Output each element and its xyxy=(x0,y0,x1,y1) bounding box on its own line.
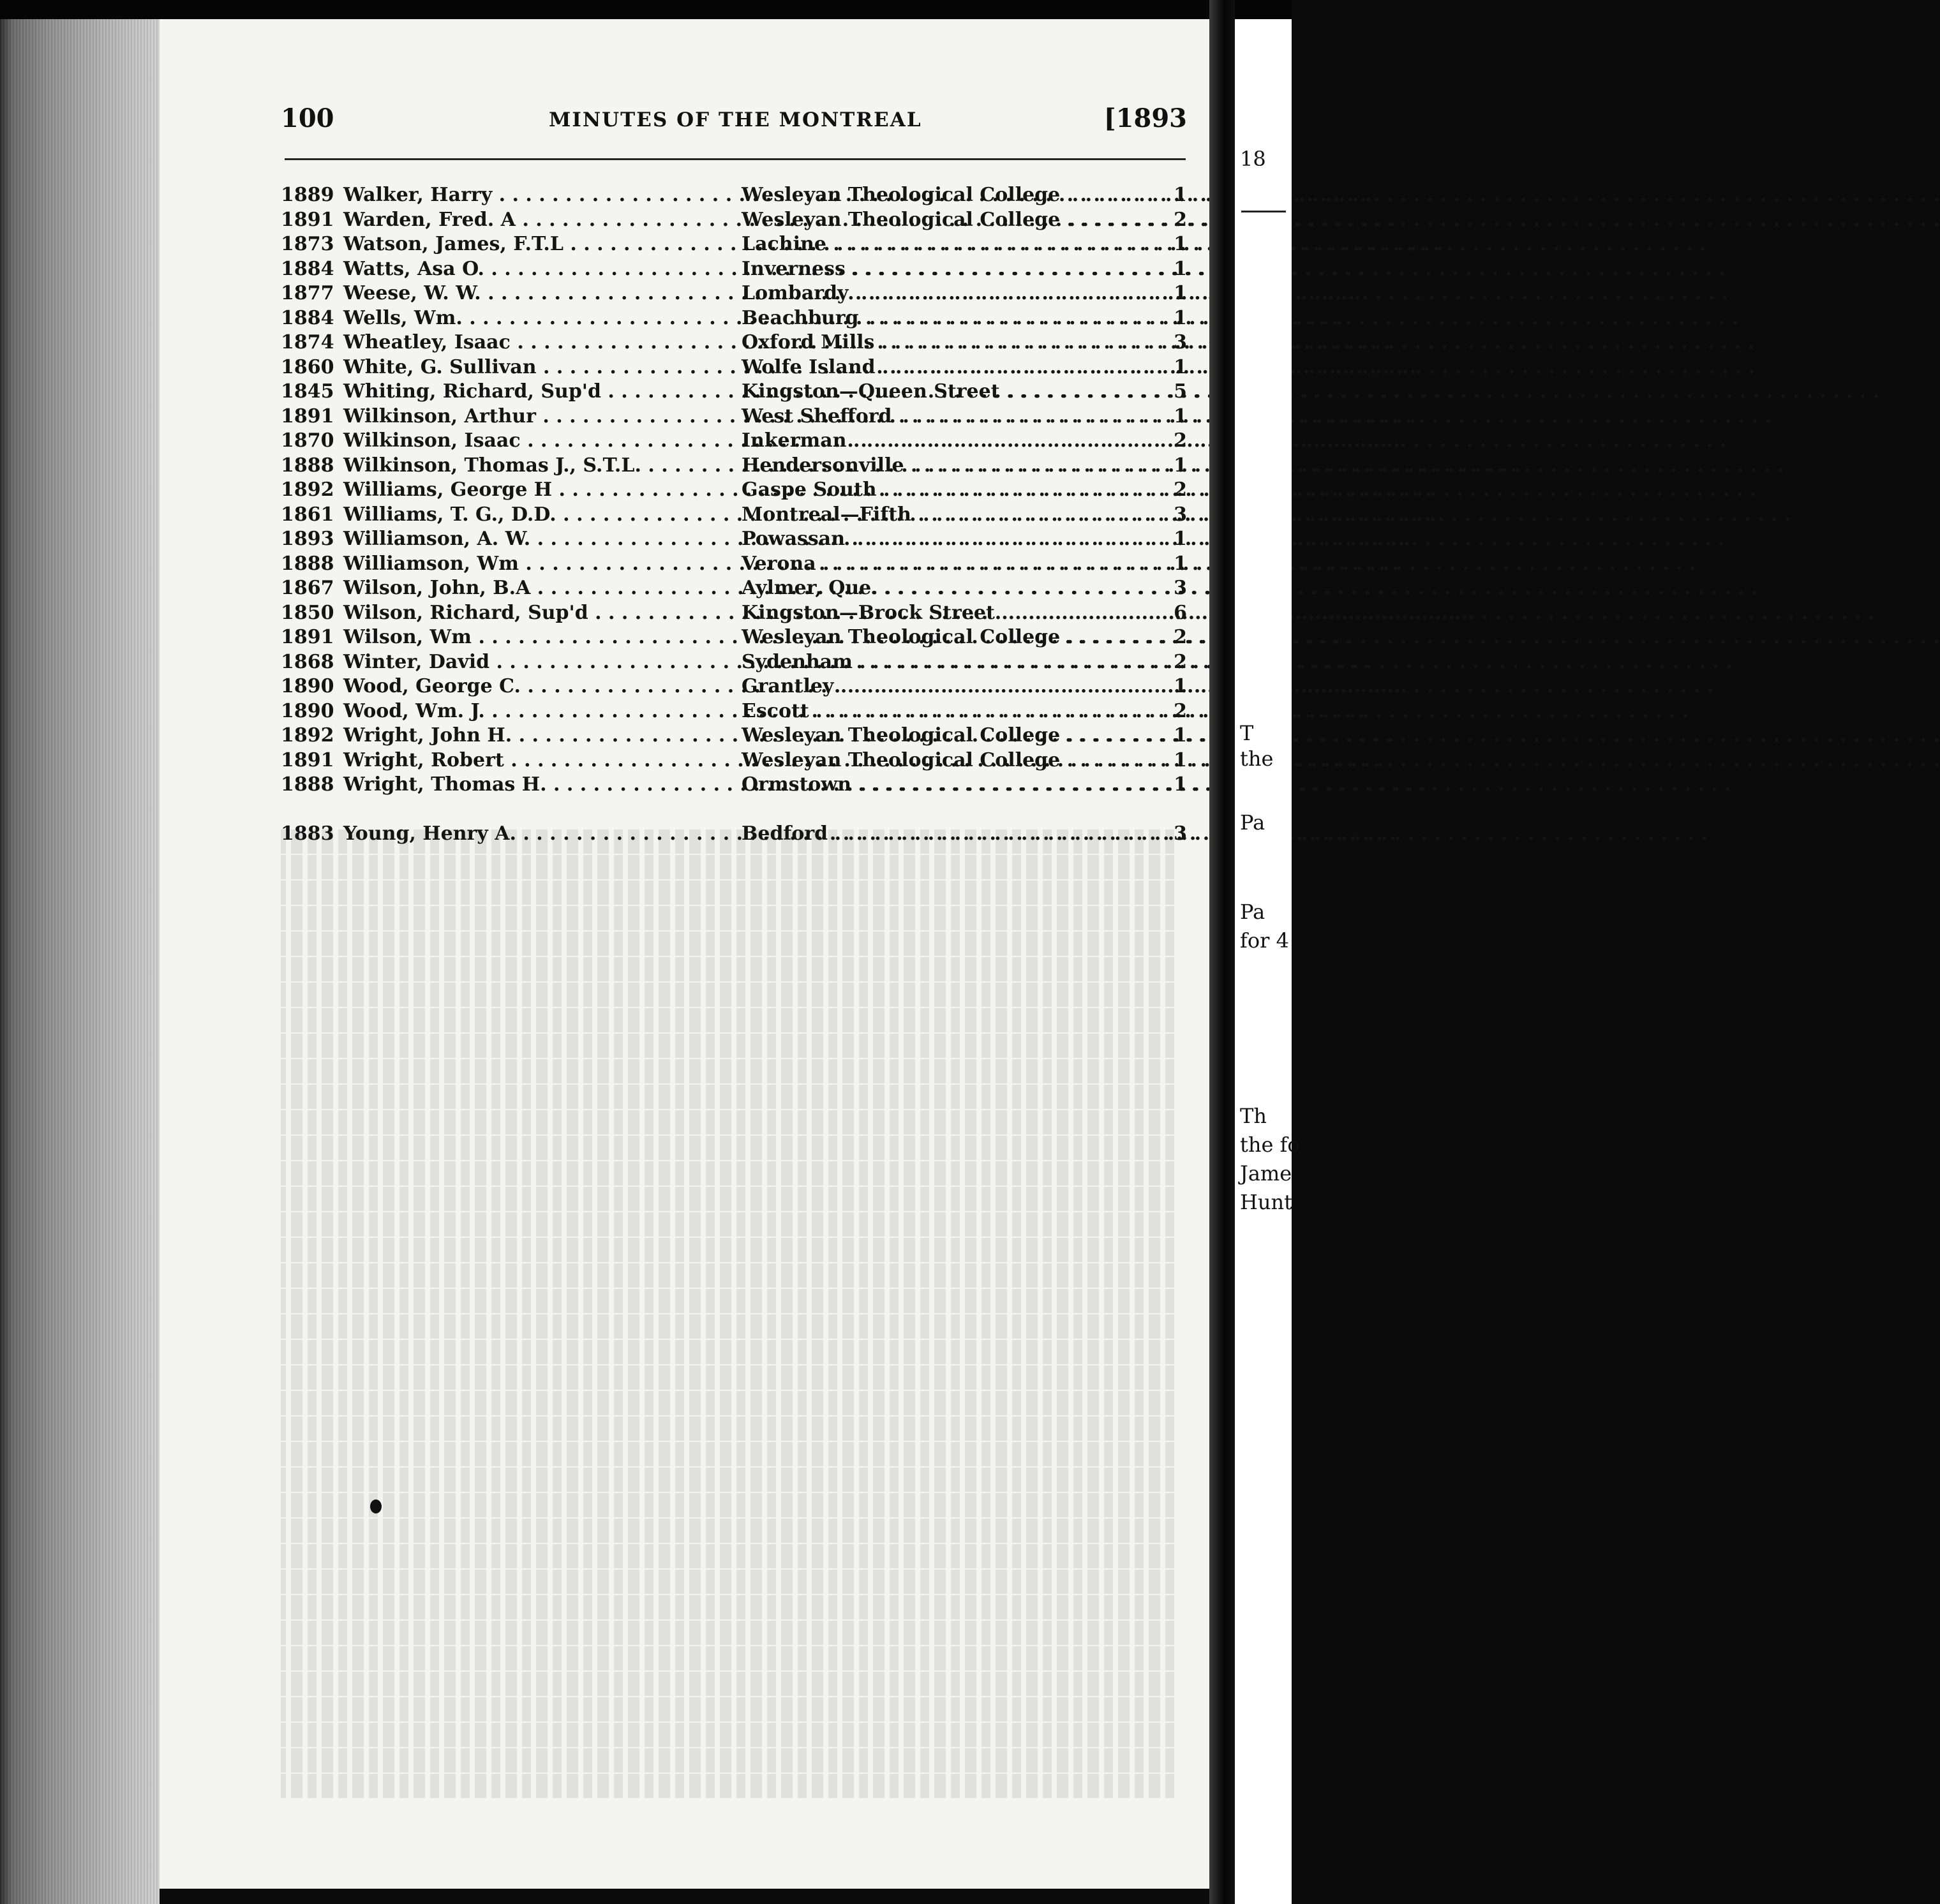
entry-name: Wood, Wm. J. . . . xyxy=(343,700,698,722)
entry-year: 1891 xyxy=(281,405,334,428)
entry-name: Young, Henry A. . . . xyxy=(343,822,698,845)
entry-name: Wood, George C. . . . xyxy=(343,675,698,697)
entry-appointment: Oxford Mills . . . xyxy=(742,331,1161,353)
facing-fragment: the xyxy=(1240,747,1274,771)
header-year: [1893 xyxy=(1103,103,1187,133)
entry-year: 1891 xyxy=(281,748,334,771)
entry-year: 1888 xyxy=(281,773,334,796)
entry-year: 1874 xyxy=(281,331,334,353)
entry-count: 1 xyxy=(1174,528,1187,550)
entry-year: 1870 xyxy=(281,429,334,452)
entry-count: 1 xyxy=(1174,454,1187,477)
entry-count: 2 xyxy=(1174,626,1187,648)
entry-appointment: Inverness . . . xyxy=(742,258,1161,280)
entry-appointment: Ormstown . . . xyxy=(742,773,1161,796)
entry-year: 1877 xyxy=(281,282,334,304)
entry-appointment: Wesleyan Theological College . . . xyxy=(742,626,1161,648)
entry-name: Wilson, Richard, Sup'd . . . xyxy=(343,602,698,624)
entry-year: 1890 xyxy=(281,699,334,722)
running-title: MINUTES OF THE MONTREAL xyxy=(549,108,922,131)
list-item xyxy=(281,577,1187,602)
entry-year: 1861 xyxy=(281,503,334,526)
entry-count: 3 xyxy=(1174,577,1187,599)
entry-name: Williams, T. G., D.D. . . . xyxy=(343,503,698,526)
list-item xyxy=(281,528,1187,553)
facing-fragment: T xyxy=(1240,721,1254,745)
entry-count: 1 xyxy=(1174,773,1187,796)
minister-list xyxy=(281,184,1187,847)
entry-count: 2 xyxy=(1174,429,1187,452)
entry-count: 1 xyxy=(1174,184,1187,206)
entry-appointment: Wesleyan Theological College . . . xyxy=(742,184,1161,206)
facing-fragment: Pa xyxy=(1240,810,1265,835)
entry-name: Weese, W. W. . . . xyxy=(343,282,698,304)
list-item xyxy=(281,258,1187,283)
entry-name: Winter, David . . . xyxy=(343,651,698,673)
entry-count: 1 xyxy=(1174,405,1187,428)
list-item xyxy=(281,773,1187,798)
entry-name: Williams, George H . . . xyxy=(343,479,698,501)
facing-fragment: Th xyxy=(1240,1104,1267,1128)
entry-count: 1 xyxy=(1174,748,1187,771)
entry-year: 1888 xyxy=(281,454,334,477)
entry-appointment: Montreal—Fifth . . . xyxy=(742,503,1161,526)
list-item xyxy=(281,380,1187,405)
entry-name: Wright, Robert . . . xyxy=(343,749,698,771)
entry-appointment: Beachburg . . . xyxy=(742,307,1161,329)
entry-year: 1890 xyxy=(281,675,334,697)
list-item xyxy=(281,602,1187,627)
entry-name: Watson, James, F.T.L . . . xyxy=(343,233,698,255)
entry-name: Wells, Wm. . . . xyxy=(343,307,698,329)
list-item xyxy=(281,184,1187,209)
entry-count: 6 xyxy=(1174,601,1187,624)
entry-year: 1888 xyxy=(281,552,334,575)
entry-appointment: Hendersonville . . . xyxy=(742,454,1161,477)
entry-appointment: Sydenham . . . xyxy=(742,651,1161,673)
list-item xyxy=(281,331,1187,356)
entry-year: 1884 xyxy=(281,257,334,280)
page-number: 100 xyxy=(281,103,334,133)
entry-appointment: Inkerman . . . xyxy=(742,429,1161,452)
entry-appointment: Powassan . . . xyxy=(742,528,1161,550)
entry-name: Wilkinson, Isaac . . . xyxy=(343,429,698,452)
list-item xyxy=(281,233,1187,258)
entry-appointment: Kingston—Queen Street . . . xyxy=(742,380,1161,403)
entry-count: 1 xyxy=(1174,257,1187,280)
list-item xyxy=(281,822,1187,847)
scan-top-border xyxy=(0,0,1292,19)
list-item xyxy=(281,282,1187,307)
entry-appointment: Grantley . . . xyxy=(742,675,1161,697)
entry-count: 2 xyxy=(1174,208,1187,231)
book-page-edges xyxy=(0,19,160,1904)
entry-year: 1891 xyxy=(281,626,334,648)
entry-count: 1 xyxy=(1174,675,1187,697)
entry-count: 3 xyxy=(1174,331,1187,353)
entry-year: 1892 xyxy=(281,479,334,501)
entry-count: 1 xyxy=(1174,282,1187,304)
list-item xyxy=(281,503,1187,528)
book-gutter xyxy=(1209,0,1235,1904)
entry-year: 1845 xyxy=(281,380,334,403)
entry-name: Wheatley, Isaac . . . xyxy=(343,331,698,353)
entry-year: 1868 xyxy=(281,650,334,673)
page-header xyxy=(281,103,1187,142)
facing-rule xyxy=(1241,211,1286,212)
entry-appointment: Aylmer, Que. . . . xyxy=(742,577,1161,599)
entry-count: 1 xyxy=(1174,306,1187,329)
entry-name: Whiting, Richard, Sup'd . . . xyxy=(343,380,698,403)
list-item xyxy=(281,675,1187,700)
list-item xyxy=(281,553,1187,577)
entry-count: 1 xyxy=(1174,552,1187,575)
entry-appointment: Lombardy . . . xyxy=(742,282,1161,304)
entry-year: 1893 xyxy=(281,528,334,550)
entry-count: 1 xyxy=(1174,355,1187,378)
entry-year: 1850 xyxy=(281,601,334,624)
entry-year: 1891 xyxy=(281,208,334,231)
list-item xyxy=(281,651,1187,676)
list-item xyxy=(281,626,1187,651)
list-item xyxy=(281,700,1187,725)
entry-appointment: Wesleyan Theological College . . . xyxy=(742,749,1161,771)
list-item xyxy=(281,429,1187,454)
entry-count: 2 xyxy=(1174,699,1187,722)
entry-count: 3 xyxy=(1174,503,1187,526)
entry-year: 1867 xyxy=(281,577,334,599)
entry-appointment: West Shefford . . . xyxy=(742,405,1161,428)
facing-page xyxy=(1235,19,1300,1904)
header-rule xyxy=(285,158,1186,160)
entry-appointment: Wesleyan Theological College . . . xyxy=(742,724,1161,747)
list-item xyxy=(281,307,1187,332)
entry-count: 2 xyxy=(1174,650,1187,673)
entry-name: Wright, John H. . . . xyxy=(343,724,698,747)
entry-name: Wilson, John, B.A . . . xyxy=(343,577,698,599)
facing-fragment: Hunt xyxy=(1240,1190,1292,1214)
entry-count: 1 xyxy=(1174,233,1187,255)
facing-fragment: for 4 xyxy=(1240,928,1289,953)
entry-name: Wilson, Wm . . . xyxy=(343,626,698,648)
entry-appointment: Bedford . . . xyxy=(742,822,1161,845)
entry-year: 1884 xyxy=(281,306,334,329)
list-item xyxy=(281,356,1187,381)
ink-blot xyxy=(370,1499,382,1514)
facing-fragment: Jame xyxy=(1240,1161,1292,1186)
entry-name: Wilkinson, Arthur . . . xyxy=(343,405,698,428)
entry-year: 1892 xyxy=(281,724,334,747)
entry-name: Watts, Asa O. . . . xyxy=(343,258,698,280)
entry-appointment: Kingston—Brock Street . . . xyxy=(742,602,1161,624)
entry-appointment: Wolfe Island . . . xyxy=(742,356,1161,378)
list-item xyxy=(281,209,1187,234)
entry-appointment: Lachine . . . xyxy=(742,233,1161,255)
list-item xyxy=(281,749,1187,774)
list-item xyxy=(281,724,1187,749)
entry-year: 1873 xyxy=(281,233,334,255)
entry-year: 1860 xyxy=(281,355,334,378)
facing-fragment: the fo xyxy=(1240,1133,1300,1157)
facing-fragment: Pa xyxy=(1240,900,1265,924)
entry-name: Wright, Thomas H. . . . xyxy=(343,773,698,796)
entry-count: 1 xyxy=(1174,724,1187,747)
entry-count: 2 xyxy=(1174,479,1187,501)
entry-appointment: Wesleyan Theological College . . . xyxy=(742,209,1161,231)
entry-year: 1883 xyxy=(281,822,334,845)
entry-count: 5 xyxy=(1174,380,1187,403)
entry-name: Walker, Harry . . . xyxy=(343,184,698,206)
entry-count: 3 xyxy=(1174,822,1187,845)
entry-name: Williamson, A. W. . . . xyxy=(343,528,698,550)
facing-fragment: 18 xyxy=(1240,147,1266,171)
list-item xyxy=(281,405,1187,430)
entry-year: 1889 xyxy=(281,184,334,206)
list-item xyxy=(281,454,1187,479)
entry-appointment: Gaspe South . . . xyxy=(742,479,1161,501)
entry-name: Wilkinson, Thomas J., S.T.L. . . . xyxy=(343,454,698,477)
list-item xyxy=(281,479,1187,503)
entry-name: White, G. Sullivan . . . xyxy=(343,356,698,378)
entry-name: Warden, Fred. A . . . xyxy=(343,209,698,231)
entry-name: Williamson, Wm . . . xyxy=(343,553,698,575)
bleed-through-text xyxy=(281,829,1174,1825)
entry-appointment: Escott . . . xyxy=(742,700,1161,722)
entry-appointment: Verona . . . xyxy=(742,553,1161,575)
